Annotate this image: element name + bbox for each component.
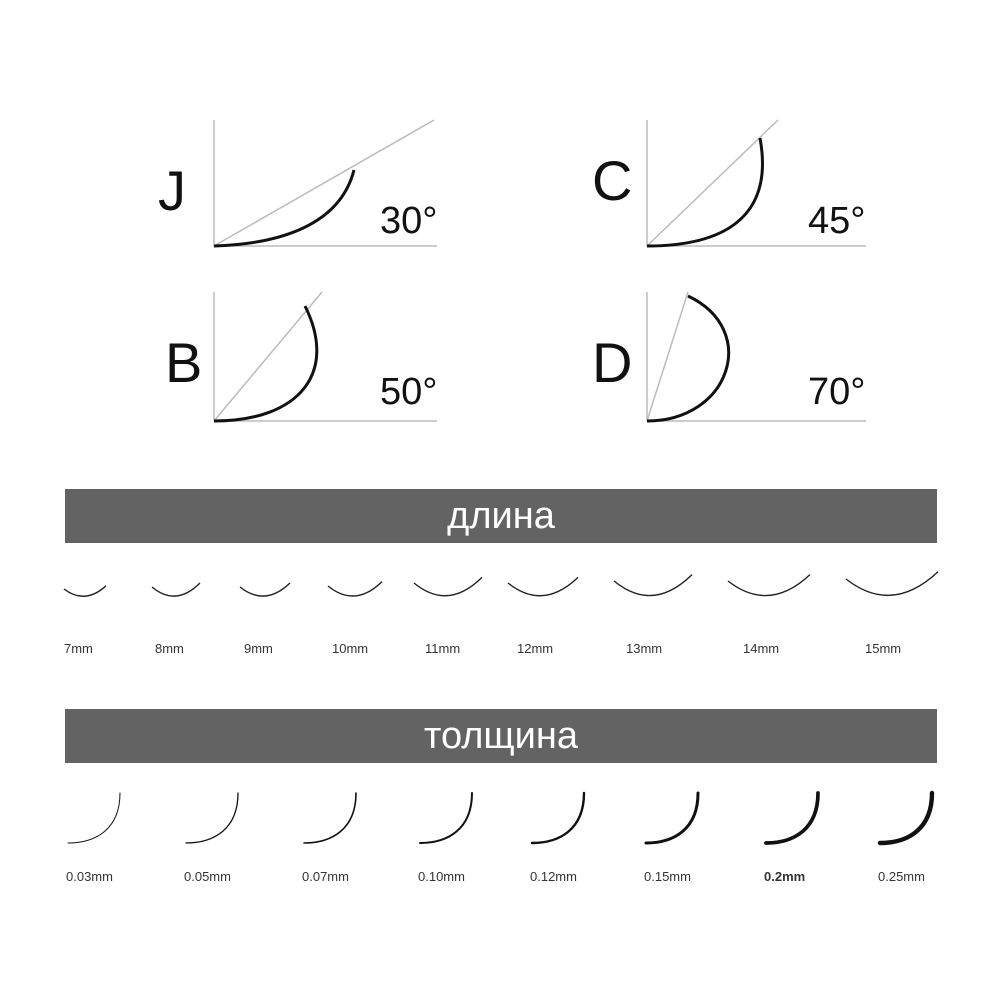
curl-angle: 45° (808, 200, 866, 242)
curl-letter: D (592, 331, 633, 394)
length-label: 7mm (64, 641, 93, 656)
lash-curve-icon (328, 575, 382, 605)
angle-line (647, 292, 688, 421)
length-label: 8mm (155, 641, 184, 656)
lash-curve-icon (240, 575, 290, 605)
angle-line (214, 292, 322, 421)
length-samples (0, 575, 1000, 665)
curl-b-diagram (165, 292, 437, 421)
lash-curve-icon (152, 575, 200, 605)
curl-letter: B (165, 331, 203, 394)
length-label: 9mm (244, 641, 273, 656)
lash-curve-icon (304, 785, 360, 851)
thickness-label: 0.2mm (764, 869, 806, 884)
lash-curve-icon (614, 575, 692, 605)
lash-curve-icon (846, 575, 938, 605)
thickness-header: толщина (65, 709, 937, 763)
thickness-label: 0.05mm (184, 869, 231, 884)
length-label: 14mm (743, 641, 780, 656)
curl-c-diagram (592, 120, 866, 246)
length-label: 15mm (865, 641, 902, 656)
thickness-label: 0.15mm (644, 869, 691, 884)
length-label: 13mm (626, 641, 663, 656)
thickness-label: 0.12mm (530, 869, 577, 884)
curl-letter: J (158, 159, 186, 222)
thickness-label: 0.07mm (302, 869, 349, 884)
length-label: 12mm (517, 641, 554, 656)
curl-diagram (0, 0, 1000, 470)
lash-curve-icon (728, 575, 810, 605)
lash-curve-icon (646, 785, 702, 851)
lash-curve-icon (186, 785, 242, 851)
curl-angle: 70° (808, 371, 866, 413)
curl-angle: 50° (380, 371, 438, 413)
length-header: длина (65, 489, 937, 543)
thickness-label: 0.10mm (418, 869, 465, 884)
length-label: 11mm (425, 641, 461, 656)
curl-letter: C (592, 149, 633, 212)
lash-curve-icon (68, 785, 124, 851)
lash-curve-icon (414, 575, 482, 605)
curl-d-diagram (592, 292, 866, 421)
lash-curve-icon (508, 575, 578, 605)
angle-line (647, 120, 778, 246)
lash-curve-icon (420, 785, 476, 851)
curl-j-diagram (158, 120, 437, 246)
thickness-label: 0.03mm (66, 869, 113, 884)
lash-curve-icon (532, 785, 588, 851)
lash-curve-icon (766, 785, 822, 851)
lash-curve-icon (64, 575, 106, 605)
curl-arc (214, 306, 317, 421)
thickness-label: 0.25mm (878, 869, 925, 884)
length-label: 10mm (332, 641, 369, 656)
curl-arc (647, 296, 729, 421)
thickness-samples (0, 785, 1000, 895)
curl-angle: 30° (380, 200, 438, 242)
lash-curve-icon (880, 785, 936, 851)
